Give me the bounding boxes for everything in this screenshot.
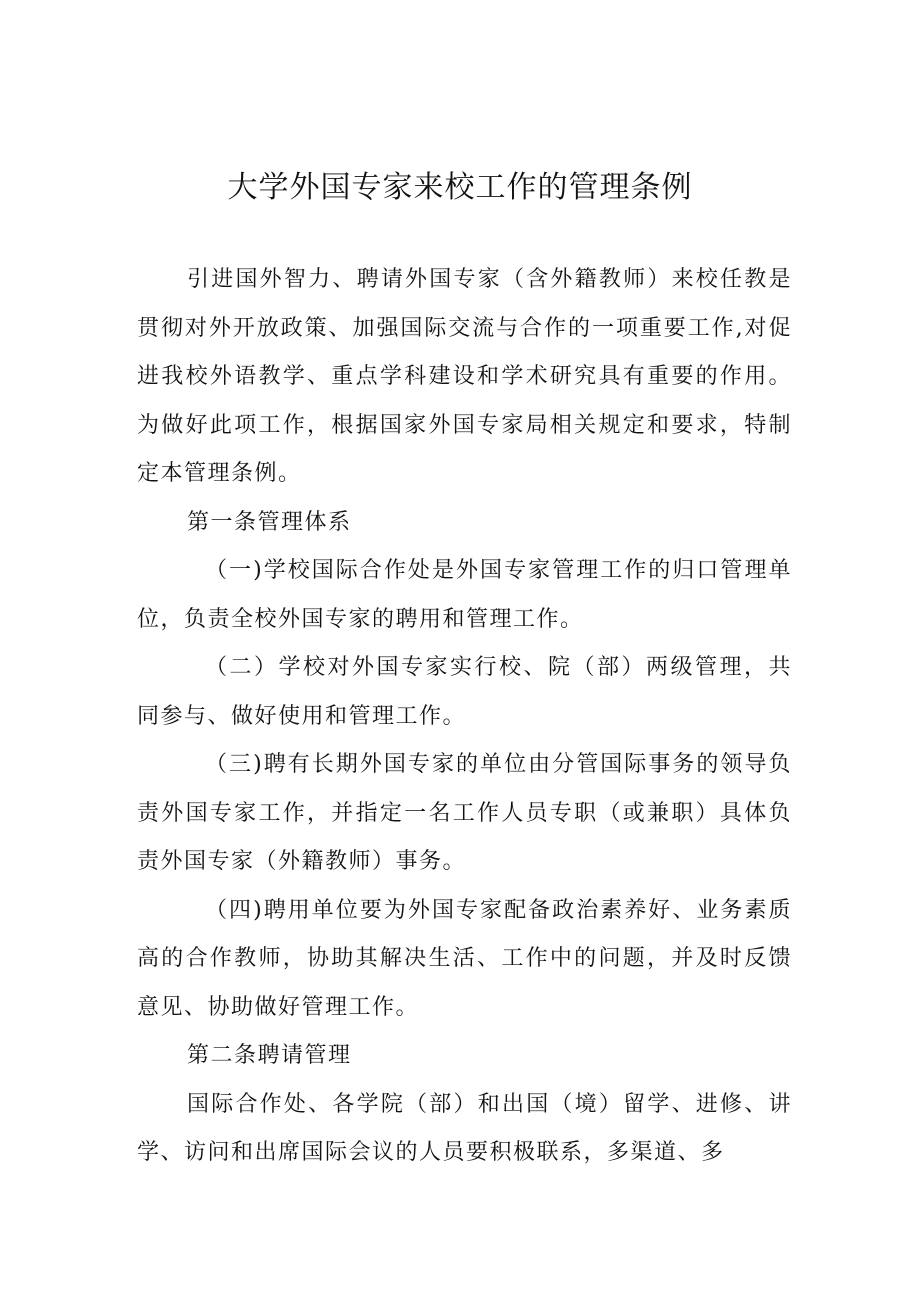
article-1-item-4: （四)聘用单位要为外国专家配备政治素养好、业务素质高的合作教师，协助其解决生活、工作中的问题，并及时反馈意见、协助做好管理工作。 [137,897,792,1020]
document-body [137,256,792,1178]
intro-paragraph: 引进国外智力、聘请外国专家（含外籍教师）来校任教是贯彻对外开放政策、加强国际交流与合作的一项重要工作,对促进我校外语教学、重点学科建设和学术研究具有重要的作用。为做好此项工作，根据国家外国专家局相关规定和要求，特制定本管理条例。 [137,267,792,486]
article-1-item-2: （二）学校对外国专家实行校、院（部）两级管理，共同参与、做好使用和管理工作。 [137,655,792,729]
article-1-item-3: （三)聘有长期外国专家的单位由分管国际事务的领导负责外国专家工作，并指定一名工作人员专职（或兼职）具体负责外国专家（外籍教师）事务。 [137,752,792,874]
article-1-heading: 第一条管理体系 [187,509,352,535]
document-title: 大学外国专家来校工作的管理条例 [227,170,693,205]
article-2-heading: 第二条聘请管理 [187,1043,352,1068]
article-1-item-1: （一)学校国际合作处是外国专家管理工作的归口管理单位，负责全校外国专家的聘用和管理工作。 [137,558,792,632]
article-2-paragraph: 国际合作处、各学院（部）和出国（境）留学、进修、讲学、访问和出席国际会议的人员要积极联系，多渠道、多 [137,1091,792,1165]
